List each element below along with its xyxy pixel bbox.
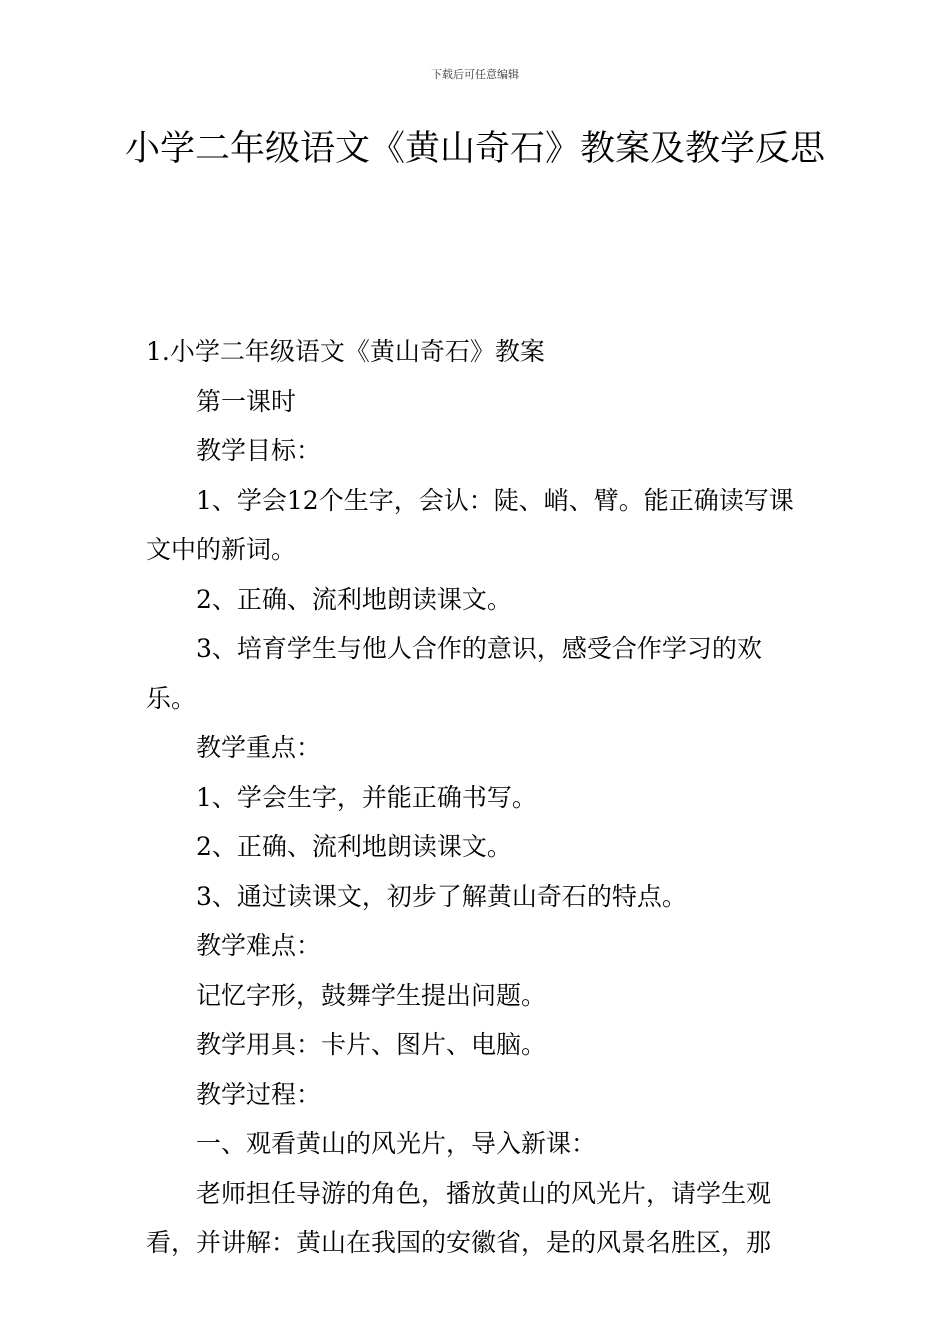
paragraph: 老师担任导游的角色，播放黄山的风光片，请学生观看，并讲解：黄山在我国的安徽省，是的风景名胜区，那 — [146, 1178, 772, 1257]
paragraph: 1、学会12个生字，会认：陡、峭、臂。能正确读写课文中的新词。 — [146, 485, 794, 564]
paragraph: 教学用具：卡片、图片、电脑。 — [196, 1030, 547, 1059]
paragraph: 教学过程： — [196, 1079, 322, 1109]
paragraph: 教学难点： — [196, 931, 322, 960]
paragraph: 教学重点： — [196, 733, 322, 762]
section-heading: 1.小学二年级语文《黄山奇石》教案 — [146, 337, 545, 366]
paragraph: 3、通过读课文，初步了解黄山奇石的特点。 — [196, 881, 687, 911]
paragraph: 1、学会生字，并能正确书写。 — [196, 782, 537, 812]
document-body — [146, 327, 808, 1268]
paragraph: 2、正确、流利地朗读课文。 — [196, 584, 512, 614]
paragraph: 记忆字形，鼓舞学生提出问题。 — [196, 980, 547, 1010]
page-header-note: 下载后可任意编辑 — [431, 68, 519, 81]
paragraph: 一、观看黄山的风光片，导入新课： — [196, 1129, 597, 1158]
paragraph: 第一课时 — [196, 386, 297, 416]
paragraph: 3、培育学生与他人合作的意识，感受合作学习的欢乐。 — [146, 634, 762, 713]
document-title: 小学二年级语文《黄山奇石》教案及教学反思 — [124, 129, 825, 169]
paragraph: 教学目标： — [196, 436, 322, 465]
paragraph: 2、正确、流利地朗读课文。 — [196, 832, 512, 861]
